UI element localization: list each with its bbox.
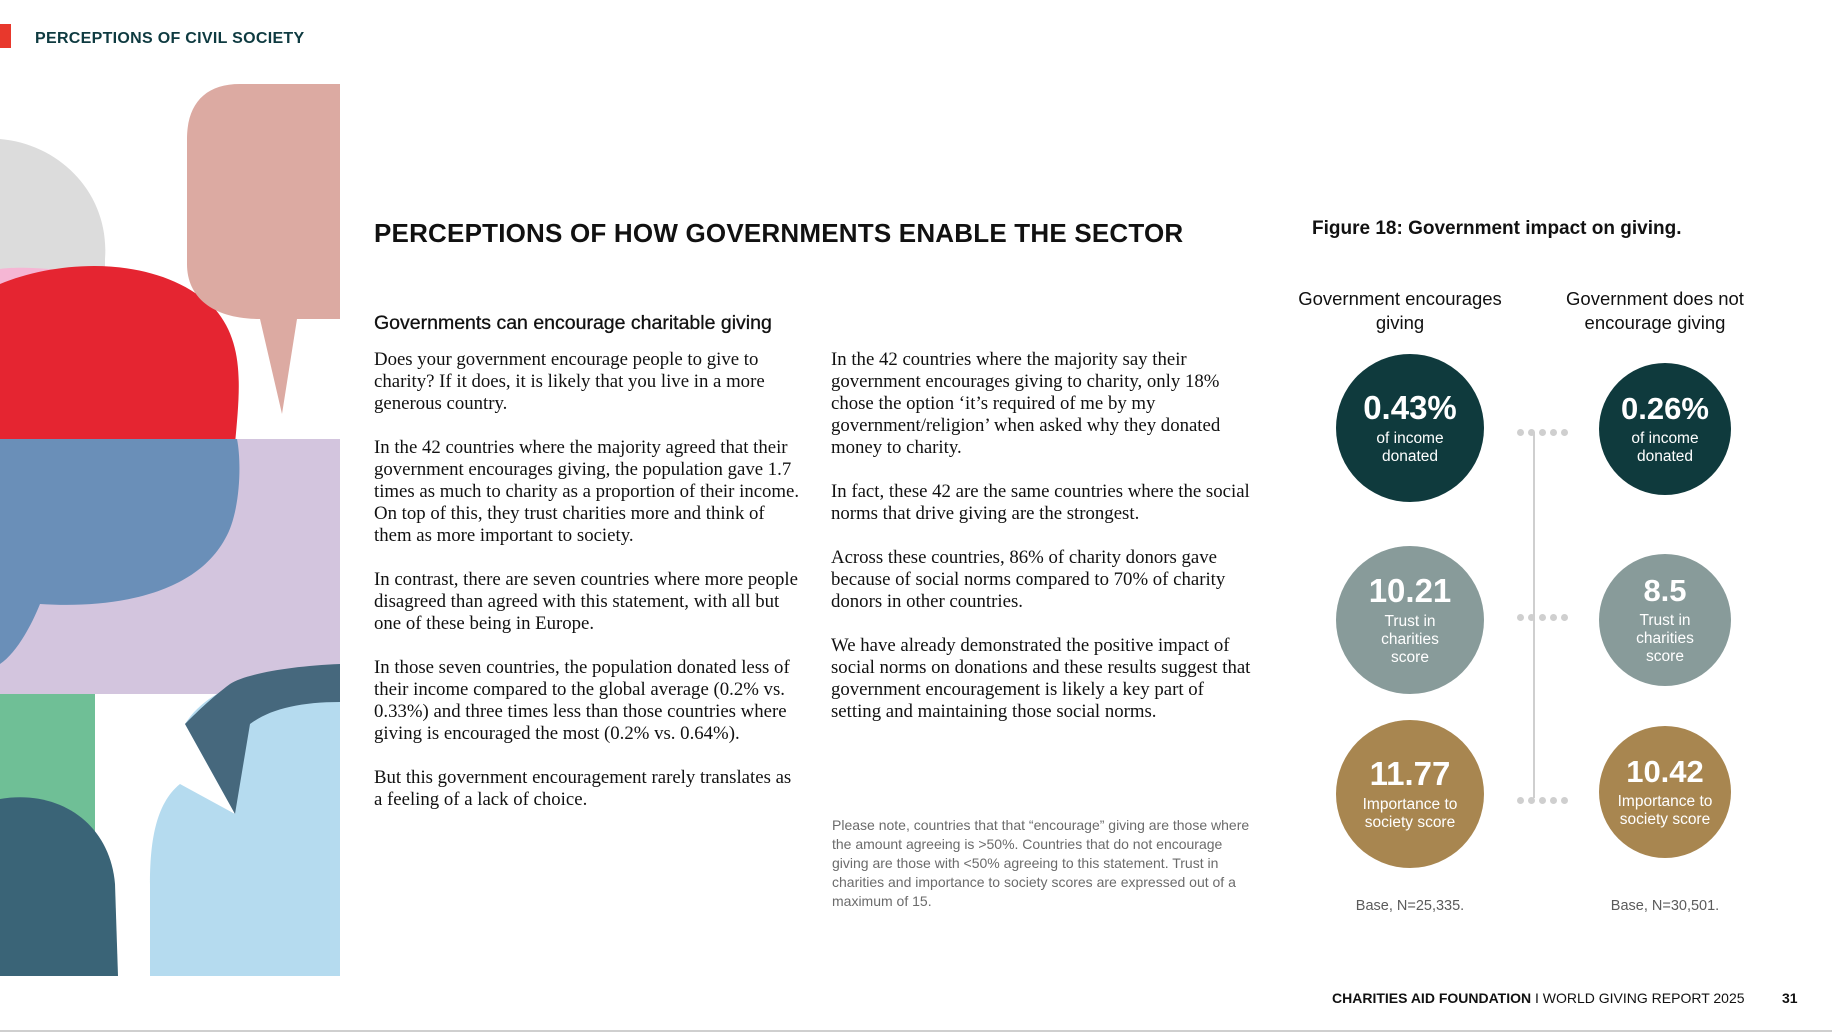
paragraph: In the 42 countries where the majority agreed that their government encourages giving, the population gave 1.7 times as much to charity as a proportion of their income. On top of this, they trust charities more and think of them as more important to society.: [374, 437, 800, 546]
metric-circle-trust-does-not: [1599, 554, 1731, 686]
metric-label: Importance to society score: [1362, 795, 1458, 831]
footer-separator: I: [1531, 990, 1543, 1006]
speech-bubbles-illustration: [0, 84, 340, 976]
metric-circle-importance-encourages: [1336, 720, 1484, 868]
footer-org: CHARITIES AID FOUNDATION: [1332, 990, 1532, 1006]
base-note-does-not: Base, N=30,501.: [1610, 898, 1720, 914]
connector-dots: [1517, 429, 1568, 436]
accent-bar: [0, 24, 11, 48]
figure-group-title-encourages: Government encourages giving: [1298, 288, 1502, 333]
paragraph: We have already demonstrated the positive impact of social norms on donations and these results suggest that government encouragement is likely a key part of setting and maintaining those social norms.: [831, 635, 1251, 722]
base-note-encourages: Base, N=25,335.: [1355, 898, 1465, 914]
paragraph: In those seven countries, the population donated less of their income compared to the global average (0.2% vs. 0.33%) and three times less than those countries where giving is encouraged the most (0.2% vs. 0.64%).: [374, 657, 790, 744]
metric-value: 8.5: [1643, 572, 1687, 608]
paragraph: In contrast, there are seven countries where more people disagreed than agreed with this statement, with all but one of these being in Europe.: [374, 569, 798, 634]
connector-dots: [1517, 797, 1568, 804]
metric-value: 0.43%: [1363, 388, 1457, 426]
metric-circle-income-encourages: [1336, 354, 1484, 502]
section-header: PERCEPTIONS OF CIVIL SOCIETY: [35, 30, 305, 47]
metric-circle-importance-does-not: [1599, 726, 1731, 858]
metric-circle-income-does-not: [1599, 363, 1731, 495]
metric-value: 11.77: [1369, 754, 1451, 792]
metric-label: of income donated: [1631, 429, 1699, 465]
metric-value: 0.26%: [1621, 390, 1709, 426]
metric-label: of income donated: [1376, 429, 1444, 465]
page-heading: PERCEPTIONS OF HOW GOVERNMENTS ENABLE THE SECTOR: [374, 218, 1184, 248]
paragraph: But this government encouragement rarely translates as a feeling of a lack of choice.: [374, 767, 792, 810]
metric-circle-trust-encourages: [1336, 546, 1484, 694]
page-number: 31: [1782, 990, 1798, 1006]
connector-dots: [1517, 614, 1568, 621]
body-column-right: [831, 349, 1251, 745]
paragraph: Across these countries, 86% of charity donors gave because of social norms compared to 70% of charity donors in other countries.: [831, 547, 1226, 612]
metric-value: 10.42: [1626, 753, 1704, 789]
subheading: Governments can encourage charitable giving: [374, 312, 772, 334]
paragraph: In the 42 countries where the majority say their government encourages giving to charity, only 18% chose the option ‘it’s required of me by my government/religion’ when asked why they donated money to charity.: [831, 349, 1221, 458]
paragraph: In fact, these 42 are the same countries where the social norms that drive giving are the strongest.: [831, 481, 1250, 524]
metric-value: 10.21: [1368, 571, 1452, 609]
paragraph: Does your government encourage people to give to charity? If it does, it is likely that you live in a more generous country.: [374, 349, 765, 414]
body-column-left: [374, 349, 804, 833]
metric-label: Importance to society score: [1617, 792, 1713, 828]
footer-report: WORLD GIVING REPORT 2025: [1542, 990, 1745, 1006]
metric-label: Trust in charities score: [1381, 612, 1439, 666]
figure-group-title-does-not: Government does not encourage giving: [1566, 288, 1744, 333]
figure-title: Figure 18: Government impact on giving.: [1312, 218, 1682, 239]
footnote: Please note, countries that that “encourage” giving are those where the amount agreeing is >50%. Countries that do not encourage giving are those with <50% agreeing to this statement. Trust in charities and importance to society scores are expressed out of a maximum of 15.: [832, 817, 1250, 909]
footer: [1332, 990, 1745, 1006]
metric-label: Trust in charities score: [1636, 611, 1694, 665]
